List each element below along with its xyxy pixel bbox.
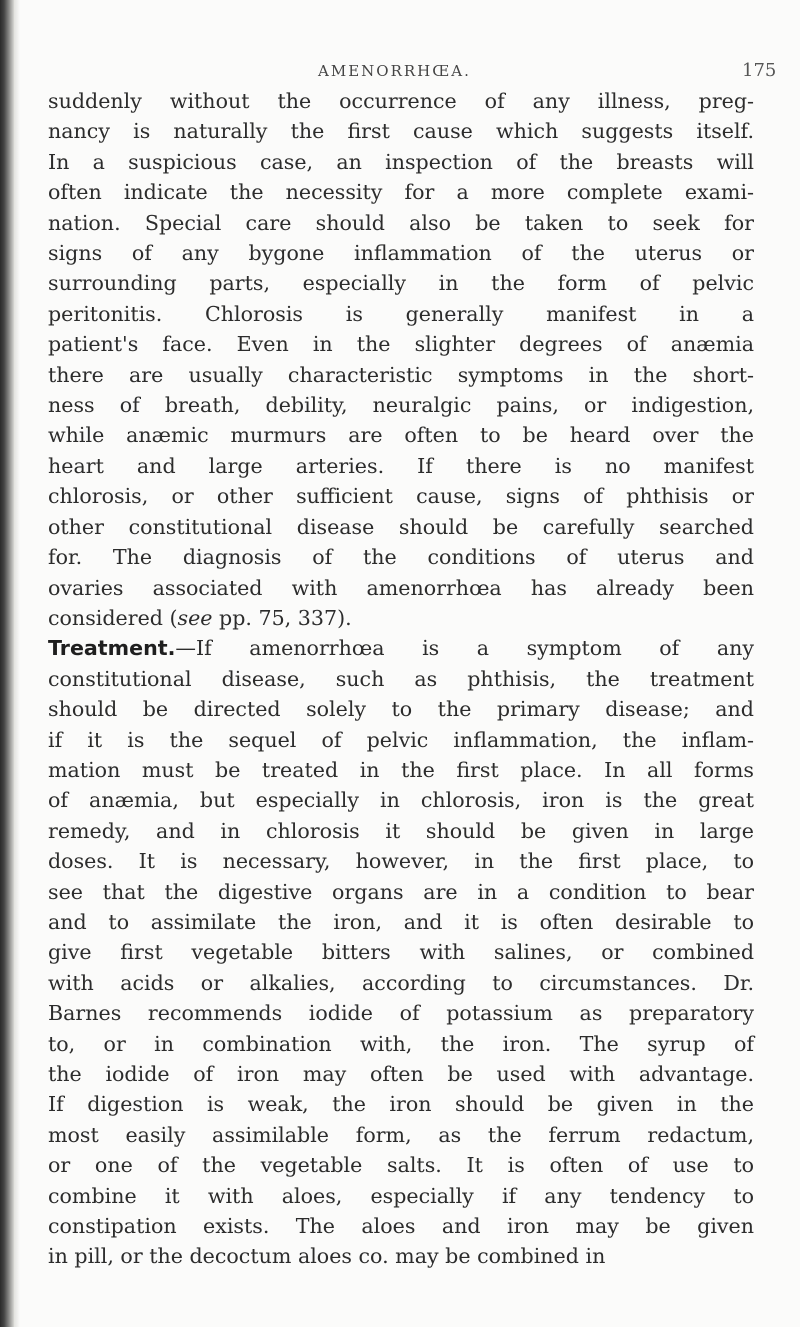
text-line: with acids or alkalies, according to circumstances. Dr. [48, 970, 754, 995]
text-line: heart and large arteries. If there is no manifest [48, 453, 754, 478]
text-line: in pill, or the decoctum aloes co. may be combined in [48, 1244, 606, 1269]
text-line: chlorosis, or other sufficient cause, signs of phthisis or [48, 484, 754, 509]
text-line: there are usually characteristic symptoms in the short- [48, 362, 754, 387]
text-line: see that the digestive organs are in a condition to bear [48, 879, 754, 904]
running-head: AMENORRHŒA. [318, 62, 471, 80]
text-line: surrounding parts, especially in the form of pelvic [48, 271, 754, 296]
text-line: constitutional disease, such as phthisis, the treatment [48, 666, 754, 691]
page-binding-edge [0, 0, 14, 1327]
considered-suffix: pp. 75, 337). [212, 605, 352, 630]
treatment-first-rest: —If amenorrhœa is a symptom of any [175, 636, 754, 661]
text-line: of anæmia, but especially in chlorosis, iron is the great [48, 788, 754, 813]
page-gutter-shadow [14, 0, 20, 1327]
text-line: ovaries associated with amenorrhœa has already been [48, 575, 754, 600]
treatment-first-line [48, 633, 754, 663]
page-number: 175 [742, 60, 777, 81]
text-line: the iodide of iron may often be used with advantage. [48, 1062, 754, 1086]
text-line: mation must be treated in the first place. In all forms [48, 757, 754, 782]
text-line: most easily assimilable form, as the ferrum redactum, [48, 1122, 754, 1147]
text-line: peritonitis. Chlorosis is generally manifest in a [48, 301, 754, 326]
text-line: while anæmic murmurs are often to be heard over the [48, 423, 754, 448]
text-line: should be directed solely to the primary disease; and [48, 697, 754, 722]
text-line: Barnes recommends iodide of potassium as preparatory [48, 1001, 754, 1026]
text-line: ness of breath, debility, neuralgic pains, or indigestion, [48, 393, 754, 418]
text-line: nancy is naturally the first cause which suggests itself. [48, 119, 754, 144]
text-line: and to assimilate the iron, and it is often desirable to [48, 909, 754, 934]
text-line: In a suspicious case, an inspection of the breasts will [48, 149, 754, 174]
text-line: remedy, and in chlorosis it should be given in large [48, 818, 754, 843]
text-line: patient's face. Even in the slighter degrees of anæmia [48, 332, 754, 357]
text-line: signs of any bygone inflammation of the uterus or [48, 241, 754, 266]
text-line: or one of the vegetable salts. It is often of use to [48, 1153, 754, 1178]
text-line: nation. Special care should also be taken to seek for [48, 210, 754, 235]
text-line: combine it with aloes, especially if any tendency to [48, 1183, 754, 1208]
text-line: suddenly without the occurrence of any illness, preg- [48, 89, 754, 113]
text-line-considered [48, 603, 754, 633]
text-line: doses. It is necessary, however, in the first place, to [48, 849, 754, 874]
body-text [48, 86, 754, 1272]
treatment-heading: Treatment. [48, 636, 176, 661]
text-line: If digestion is weak, the iron should be given in the [48, 1092, 754, 1117]
text-line: for. The diagnosis of the conditions of uterus and [48, 545, 754, 570]
text-line: other constitutional disease should be carefully searched [48, 514, 754, 539]
text-line: constipation exists. The aloes and iron may be given [48, 1214, 754, 1239]
text-line: give first vegetable bitters with salines, or combined [48, 940, 754, 965]
see-reference: see [177, 605, 213, 630]
considered-prefix: considered ( [48, 605, 178, 630]
text-line: to, or in combination with, the iron. The syrup of [48, 1031, 754, 1056]
text-line: often indicate the necessity for a more complete exami- [48, 180, 754, 205]
text-line: if it is the sequel of pelvic inflammation, the inflam- [48, 727, 754, 752]
